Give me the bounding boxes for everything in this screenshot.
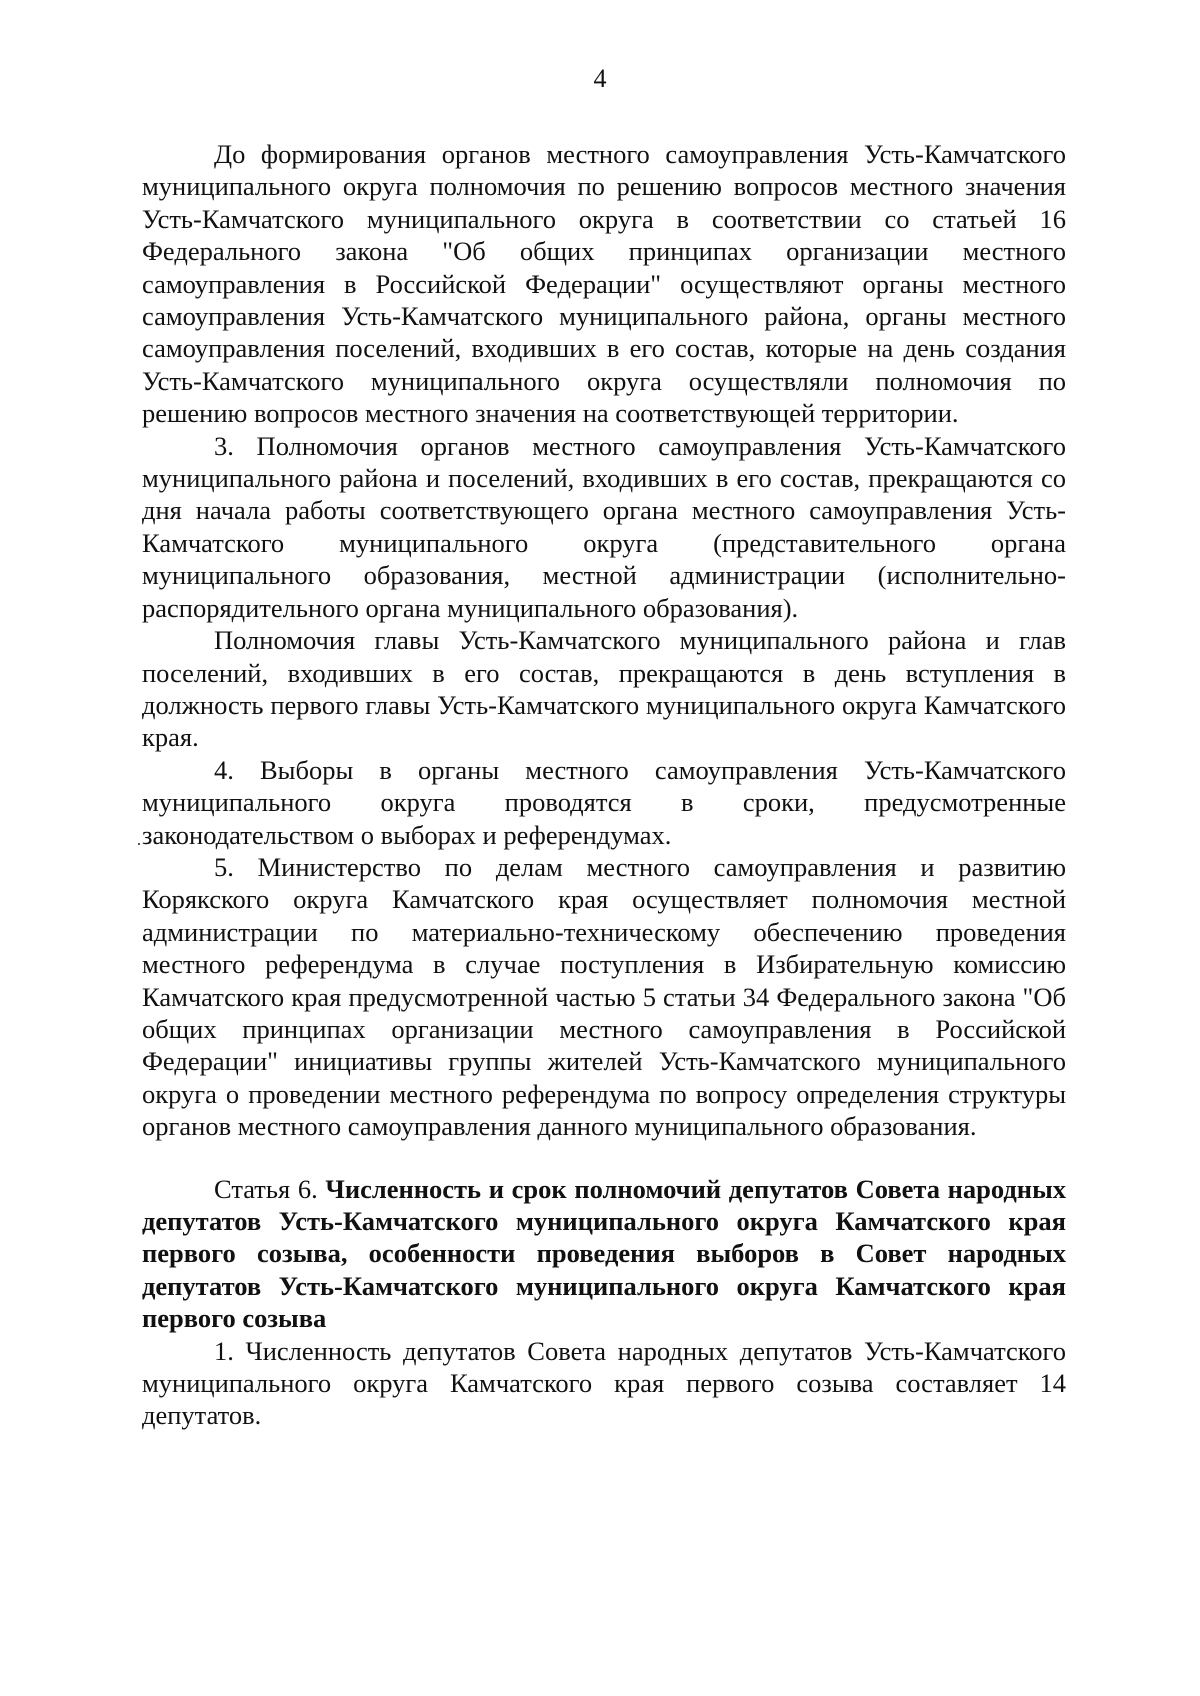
paragraph-item-5: 5. Министерство по делам местного самоуправления и развитию Корякского округа Камчатского края осуществляет полномочия местной администрации по материально-техническому обеспечению проведения местного референдума в случае поступления в Избирательную комиссию Камчатского края предусмотренной частью 5 статьи 34 Федерального закона "Об общих принципах организации местного самоуправления в Российской Федерации" инициативы группы жителей Усть-Камчатского муниципального округа о проведении местного референдума по вопросу определения структуры органов местного самоуправления данного муниципального образования. bbox=[142, 851, 1066, 1142]
paragraph-item-3: 3. Полномочия органов местного самоуправления Усть-Камчатского муниципального района и поселений, входивших в его состав, прекращаются со дня начала работы соответствующего органа местного самоуправления Усть-Камчатского муниципального округа (представительного органа муниципального образования, местной администрации (исполнительно-распорядительного органа муниципального образования). bbox=[142, 430, 1066, 623]
article-label: Статья 6. bbox=[214, 1173, 318, 1204]
paragraph-item-4: 4. Выборы в органы местного самоуправления Усть-Камчатского муниципального округа проводятся в сроки, предусмотренные законодательством о выборах и референдумах. bbox=[142, 754, 1066, 850]
page-number: 4 bbox=[593, 64, 607, 93]
paragraph-head-powers: Полномочия главы Усть-Камчатского муниципального района и глав поселений, входивших в его состав, прекращаются в день вступления в должность первого главы Усть-Камчатского муниципального округа Камчатского края. bbox=[142, 625, 1066, 753]
article-6-heading bbox=[142, 1173, 1066, 1335]
document-body bbox=[142, 138, 1066, 1432]
article-6-item-1: 1. Численность депутатов Совета народных депутатов Усть-Камчатского муниципального округа Камчатского края первого созыва составляет 14 депутатов. bbox=[142, 1335, 1066, 1431]
article-title: Численность и срок полномочий депутатов Совета народных депутатов Усть-Камчатского муниципального округа Камчатского края первого созыва, особенности проведения выборов в Совет народных депутатов Усть-Камчатского муниципального округа Камчатского края первого созыва bbox=[142, 1173, 1067, 1334]
paragraph-transition-powers: До формирования органов местного самоуправления Усть-Камчатского муниципального округа полномочия по решению вопросов местного значения Усть-Камчатского муниципального округа в соответствии со статьей 16 Федерального закона "Об общих принципах организации местного самоуправления в Российской Федерации" осуществляют органы местного самоуправления Усть-Камчатского муниципального района, органы местного самоуправления поселений, входивших в его состав, которые на день создания Усть-Камчатского муниципального округа осуществляли полномочия по решению вопросов местного значения на соответствующей территории. bbox=[142, 139, 1066, 429]
scan-speck bbox=[138, 843, 140, 845]
